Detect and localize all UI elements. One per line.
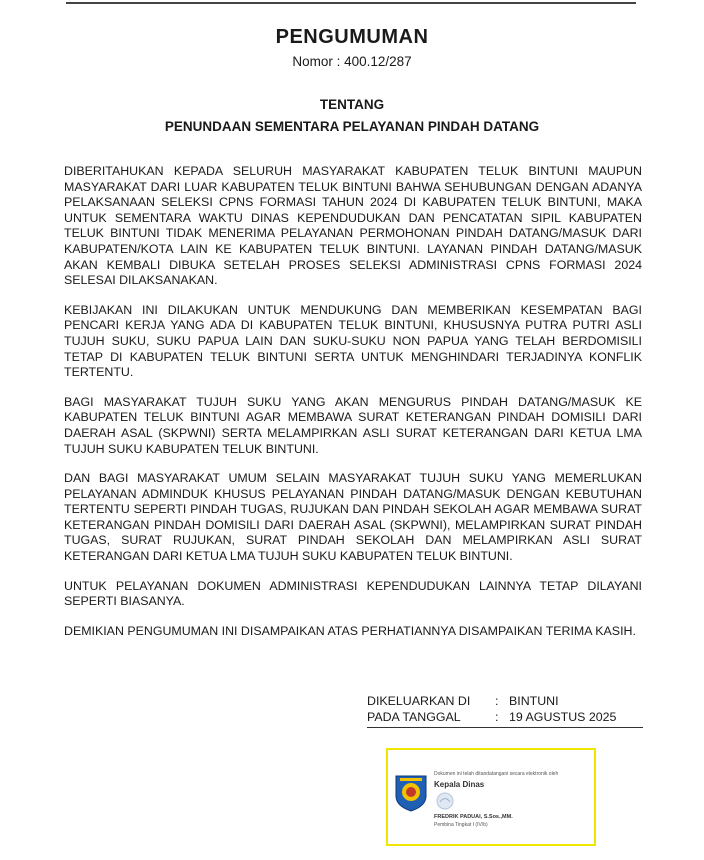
- paragraph: KEBIJAKAN INI DILAKUKAN UNTUK MENDUKUNG DAN MEMBERIKAN KESEMPATAN BAGI PENCARI KERJA YANG ADA DI KABUPATEN TELUK BINTUNI, KHUSUSNYA PUTRA PUTRI ASLI TUJUH SUKU, SUKU PAPUA LAIN DAN SUKU-SUKU NON PAPUA YANG TELAH BERDOMISILI TETAP DI KABUPATEN TELUK BINTUNI SERTA UNTUK MENGHINDARI TERJADINYA KONFLIK TERTENTU.: [64, 302, 642, 380]
- paragraph: DAN BAGI MASYARAKAT UMUM SELAIN MASYARAKAT TUJUH SUKU YANG MEMERLUKAN PELAYANAN ADMINDUK KHUSUS PELAYANAN PINDAH DATANG/MASUK DENGAN KEBUTUHAN TERTENTU SEPERTI PINDAH TUGAS, RUJUKAN DAN PINDAH SEKOLAH AGAR MEMBAWA SURAT KETERANGAN PINDAH DOMISILI DARI DAERAH ASAL (SKPWNI), MELAMPIRKAN SURAT PINDAH TUGAS, SURAT RUJUKAN, SURAT PINDAH SEKOLAH DAN MELAMPIRKAN ASLI SURAT KETERANGAN DARI KETUA LMA TUJUH SUKU KABUPATEN TELUK BINTUNI.: [64, 471, 642, 564]
- signature-stamp-icon: [436, 792, 454, 810]
- paragraph: DEMIKIAN PENGUMUMAN INI DISAMPAIKAN ATAS PERHATIANNYA DISAMPAIKAN TERIMA KASIH.: [64, 623, 636, 638]
- separator: :: [495, 694, 499, 708]
- announcement-body: [64, 164, 642, 653]
- about-heading: TENTANG: [319, 97, 385, 112]
- issued-place-row: [367, 694, 647, 710]
- signature-note: Dokumen ini telah ditandatangani secara elektronik oleh: [434, 771, 559, 777]
- regency-seal-icon: [394, 772, 428, 812]
- issued-date-value: 19 AGUSTUS 2025: [509, 709, 617, 724]
- issuance-block: [367, 694, 647, 728]
- announcement-number: Nomor : 400.12/287: [292, 54, 412, 69]
- electronic-signature-box: [386, 748, 596, 846]
- signatory-rank: Pembina Tingkat I (IV/b): [434, 822, 488, 828]
- signatory-role: Kepala Dinas: [434, 780, 485, 789]
- issued-place-value: BINTUNI: [509, 694, 559, 708]
- separator: :: [495, 709, 499, 724]
- top-rule: [66, 2, 636, 4]
- paragraph: BAGI MASYARAKAT TUJUH SUKU YANG AKAN MENGURUS PINDAH DATANG/MASUK KE KABUPATEN TELUK BINTUNI AGAR MEMBAWA SURAT KETERANGAN PINDAH DOMISILI DARI DAERAH ASAL (SKPWNI) SERTA MELAMPIRKAN ASLI SURAT KETERANGAN DARI KETUA LMA TUJUH SUKU KABUPATEN TELUK BINTUNI.: [64, 394, 642, 456]
- announcement-title: PENGUMUMAN: [275, 26, 429, 48]
- paragraph: UNTUK PELAYANAN DOKUMEN ADMINISTRASI KEPENDUDUKAN LAINNYA TETAP DILAYANI SEPERTI BIASANYA.: [64, 578, 642, 609]
- signatory-name: FREDRIK PADUAI, S.Sos.,MM.: [434, 814, 513, 820]
- issued-date-label: PADA TANGGAL: [367, 709, 461, 724]
- issued-place-label: DIKELUARKAN DI: [367, 694, 471, 708]
- issuance-underline: [367, 727, 643, 728]
- paragraph: DIBERITAHUKAN KEPADA SELURUH MASYARAKAT KABUPATEN TELUK BINTUNI MAUPUN MASYARAKAT DARI LUAR KABUPATEN TELUK BINTUNI BAHWA SEHUBUNGAN DENGAN ADANYA PELAKSANAAN SELEKSI CPNS FORMASI TAHUN 2024 DI KABUPATEN TELUK BINTUNI, MAKA UNTUK SEMENTARA WAKTU DINAS KEPENDUDUKAN DAN PENCATATAN SIPIL KABUPATEN TELUK BINTUNI TIDAK MENERIMA PELAYANAN PERMOHONAN PINDAH DATANG/MASUK DARI KABUPATEN/KOTA LAIN KE KABUPATEN TELUK BINTUNI. LAYANAN PINDAH DATANG/MASUK AKAN KEMBALI DIBUKA SETELAH PROSES SELEKSI ADMINISTRASI CPNS FORMASI 2024 SELESAI DILAKSANAKAN.: [64, 164, 642, 288]
- issued-date-row: [367, 710, 647, 726]
- announcement-subject: PENUNDAAN SEMENTARA PELAYANAN PINDAH DATANG: [164, 119, 540, 134]
